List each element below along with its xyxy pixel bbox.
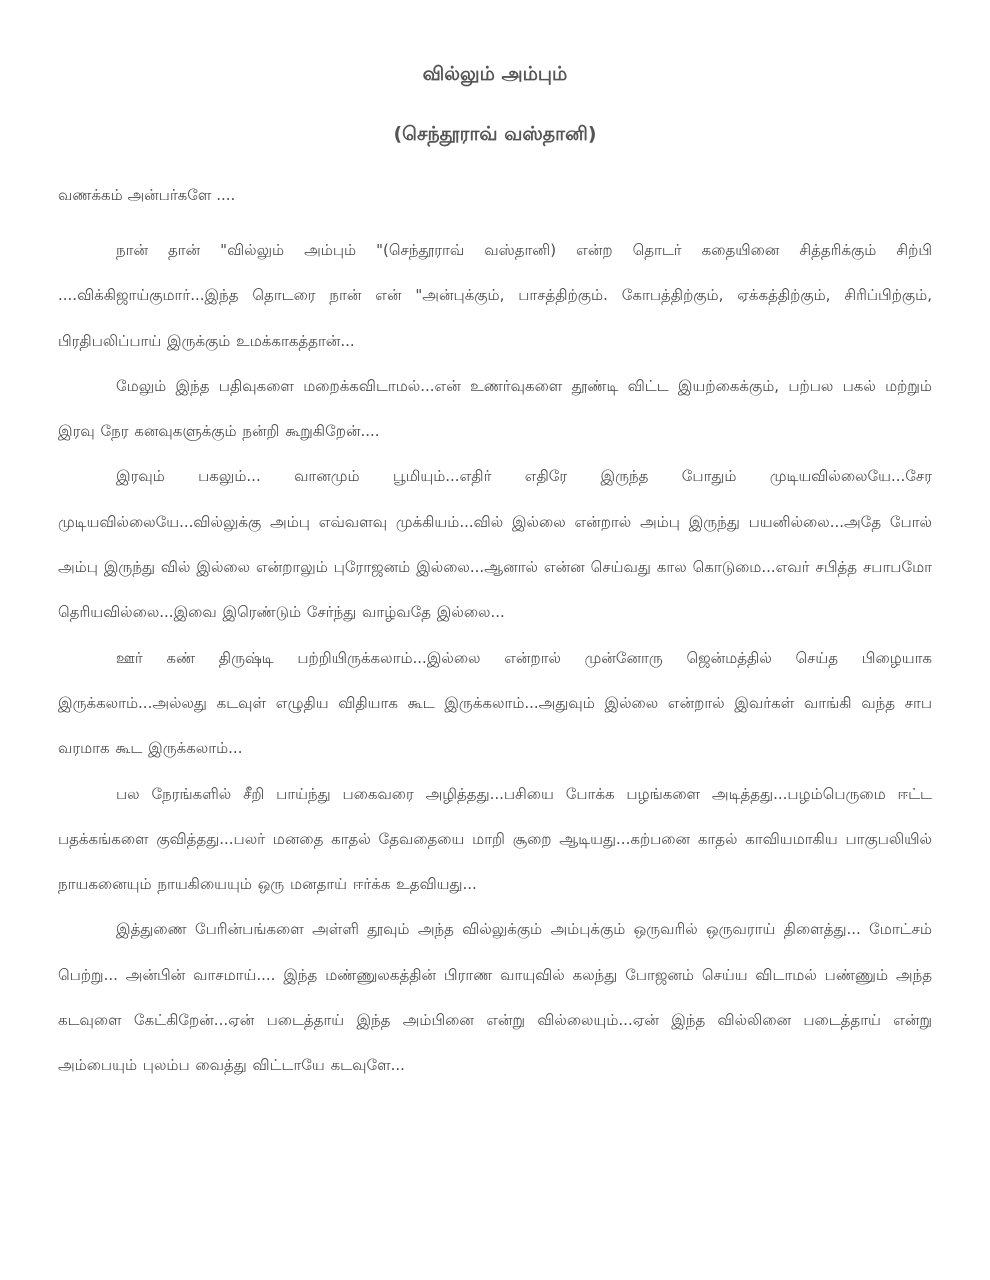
- document-subtitle: (செந்தூராவ் வஸ்தானி): [393, 123, 597, 145]
- paragraph: நான் தான் "வில்லும் அம்பும் "(செந்தூராவ் வஸ்தானி) என்ற தொடர் கதையினை சித்தரிக்கும் சிற்பி ....விக்கிஜாய்குமார்...இந்த தொடரை நான் என் "அன்புக்கும், பாசத்திற்கும். கோபத்திற்கும், ஏக்கத்திற்கும், சிரிப்பிற்கும், பிரதிபலிப்பாய் இருக்கும் உமக்காகத்தான்...: [58, 241, 932, 350]
- paragraph: மேலும் இந்த பதிவுகளை மறைக்கவிடாமல்...என் உணர்வுகளை தூண்டி விட்ட இயற்கைக்கும், பற்பல பகல் மற்றும் இரவு நேர கனவுகளுக்கும் நன்றி கூறுகிறேன்....: [58, 376, 932, 441]
- paragraph: இத்துணை பேரின்பங்களை அள்ளி தூவும் அந்த வில்லுக்கும் அம்புக்கும் ஒருவரில் ஒருவராய் திளைத்து... மோட்சம் பெற்று... அன்பின் வாசமாய்.... இந்த மண்ணுலகத்தின் பிராண வாயுவில் கலந்து போஜனம் செய்ய விடாமல் பண்ணும் அந்த கடவுளை கேட்கிறேன்...ஏன் படைத்தாய் இந்த அம்பினை என்று வில்லையும்...ஏன் இந்த வில்லினை படைத்தாய் என்று அம்பையும் புலம்ப வைத்து விட்டாயே கடவுளே...: [58, 920, 932, 1075]
- document-title: வில்லும் அம்பும்: [422, 63, 568, 85]
- paragraph: இரவும் பகலும்... வானமும் பூமியும்...எதிர் எதிரே இருந்த போதும் முடியவில்லையே...சேர முடியவில்லையே...வில்லுக்கு அம்பு எவ்வளவு முக்கியம்...வில் இல்லை என்றால் அம்பு இருந்து பயனில்லை...அதே போல் அம்பு இருந்து வில் இல்லை என்றாலும் புரோஜனம் இல்லை...ஆனால் என்ன செய்வது கால கொடுமை...எவர் சபித்த சபாபமோ தெரியவில்லை...இவை இரெண்டும் சேர்ந்து வாழ்வதே இல்லை...: [58, 467, 932, 622]
- body-text: [58, 228, 932, 1089]
- greeting-line: வணக்கம் அன்பர்களே ....: [58, 186, 236, 204]
- paragraph: ஊர் கண் திருஷ்டி பற்றியிருக்கலாம்...இல்லை என்றால் முன்னோரு ஜென்மத்தில் செய்த பிழையாக இருக்கலாம்...அல்லது கடவுள் எழுதிய விதியாக கூட இருக்கலாம்...அதுவும் இல்லை என்றால் இவர்கள் வாங்கி வந்த சாப வரமாக கூட இருக்கலாம்...: [58, 648, 932, 758]
- paragraph: பல நேரங்களில் சீறி பாய்ந்து பகைவரை அழித்தது...பசியை போக்க பழங்களை அடித்தது...பழம்பெருமை ஈட்ட பதக்கங்களை குவித்தது...பலர் மனதை காதல் தேவதையை மாறி சூறை ஆடியது...கற்பனை காதல் காவியமாகிய பாகுபலியில் நாயகனையும் நாயகியையும் ஒரு மனதாய் ஈர்க்க உதவியது...: [58, 784, 932, 894]
